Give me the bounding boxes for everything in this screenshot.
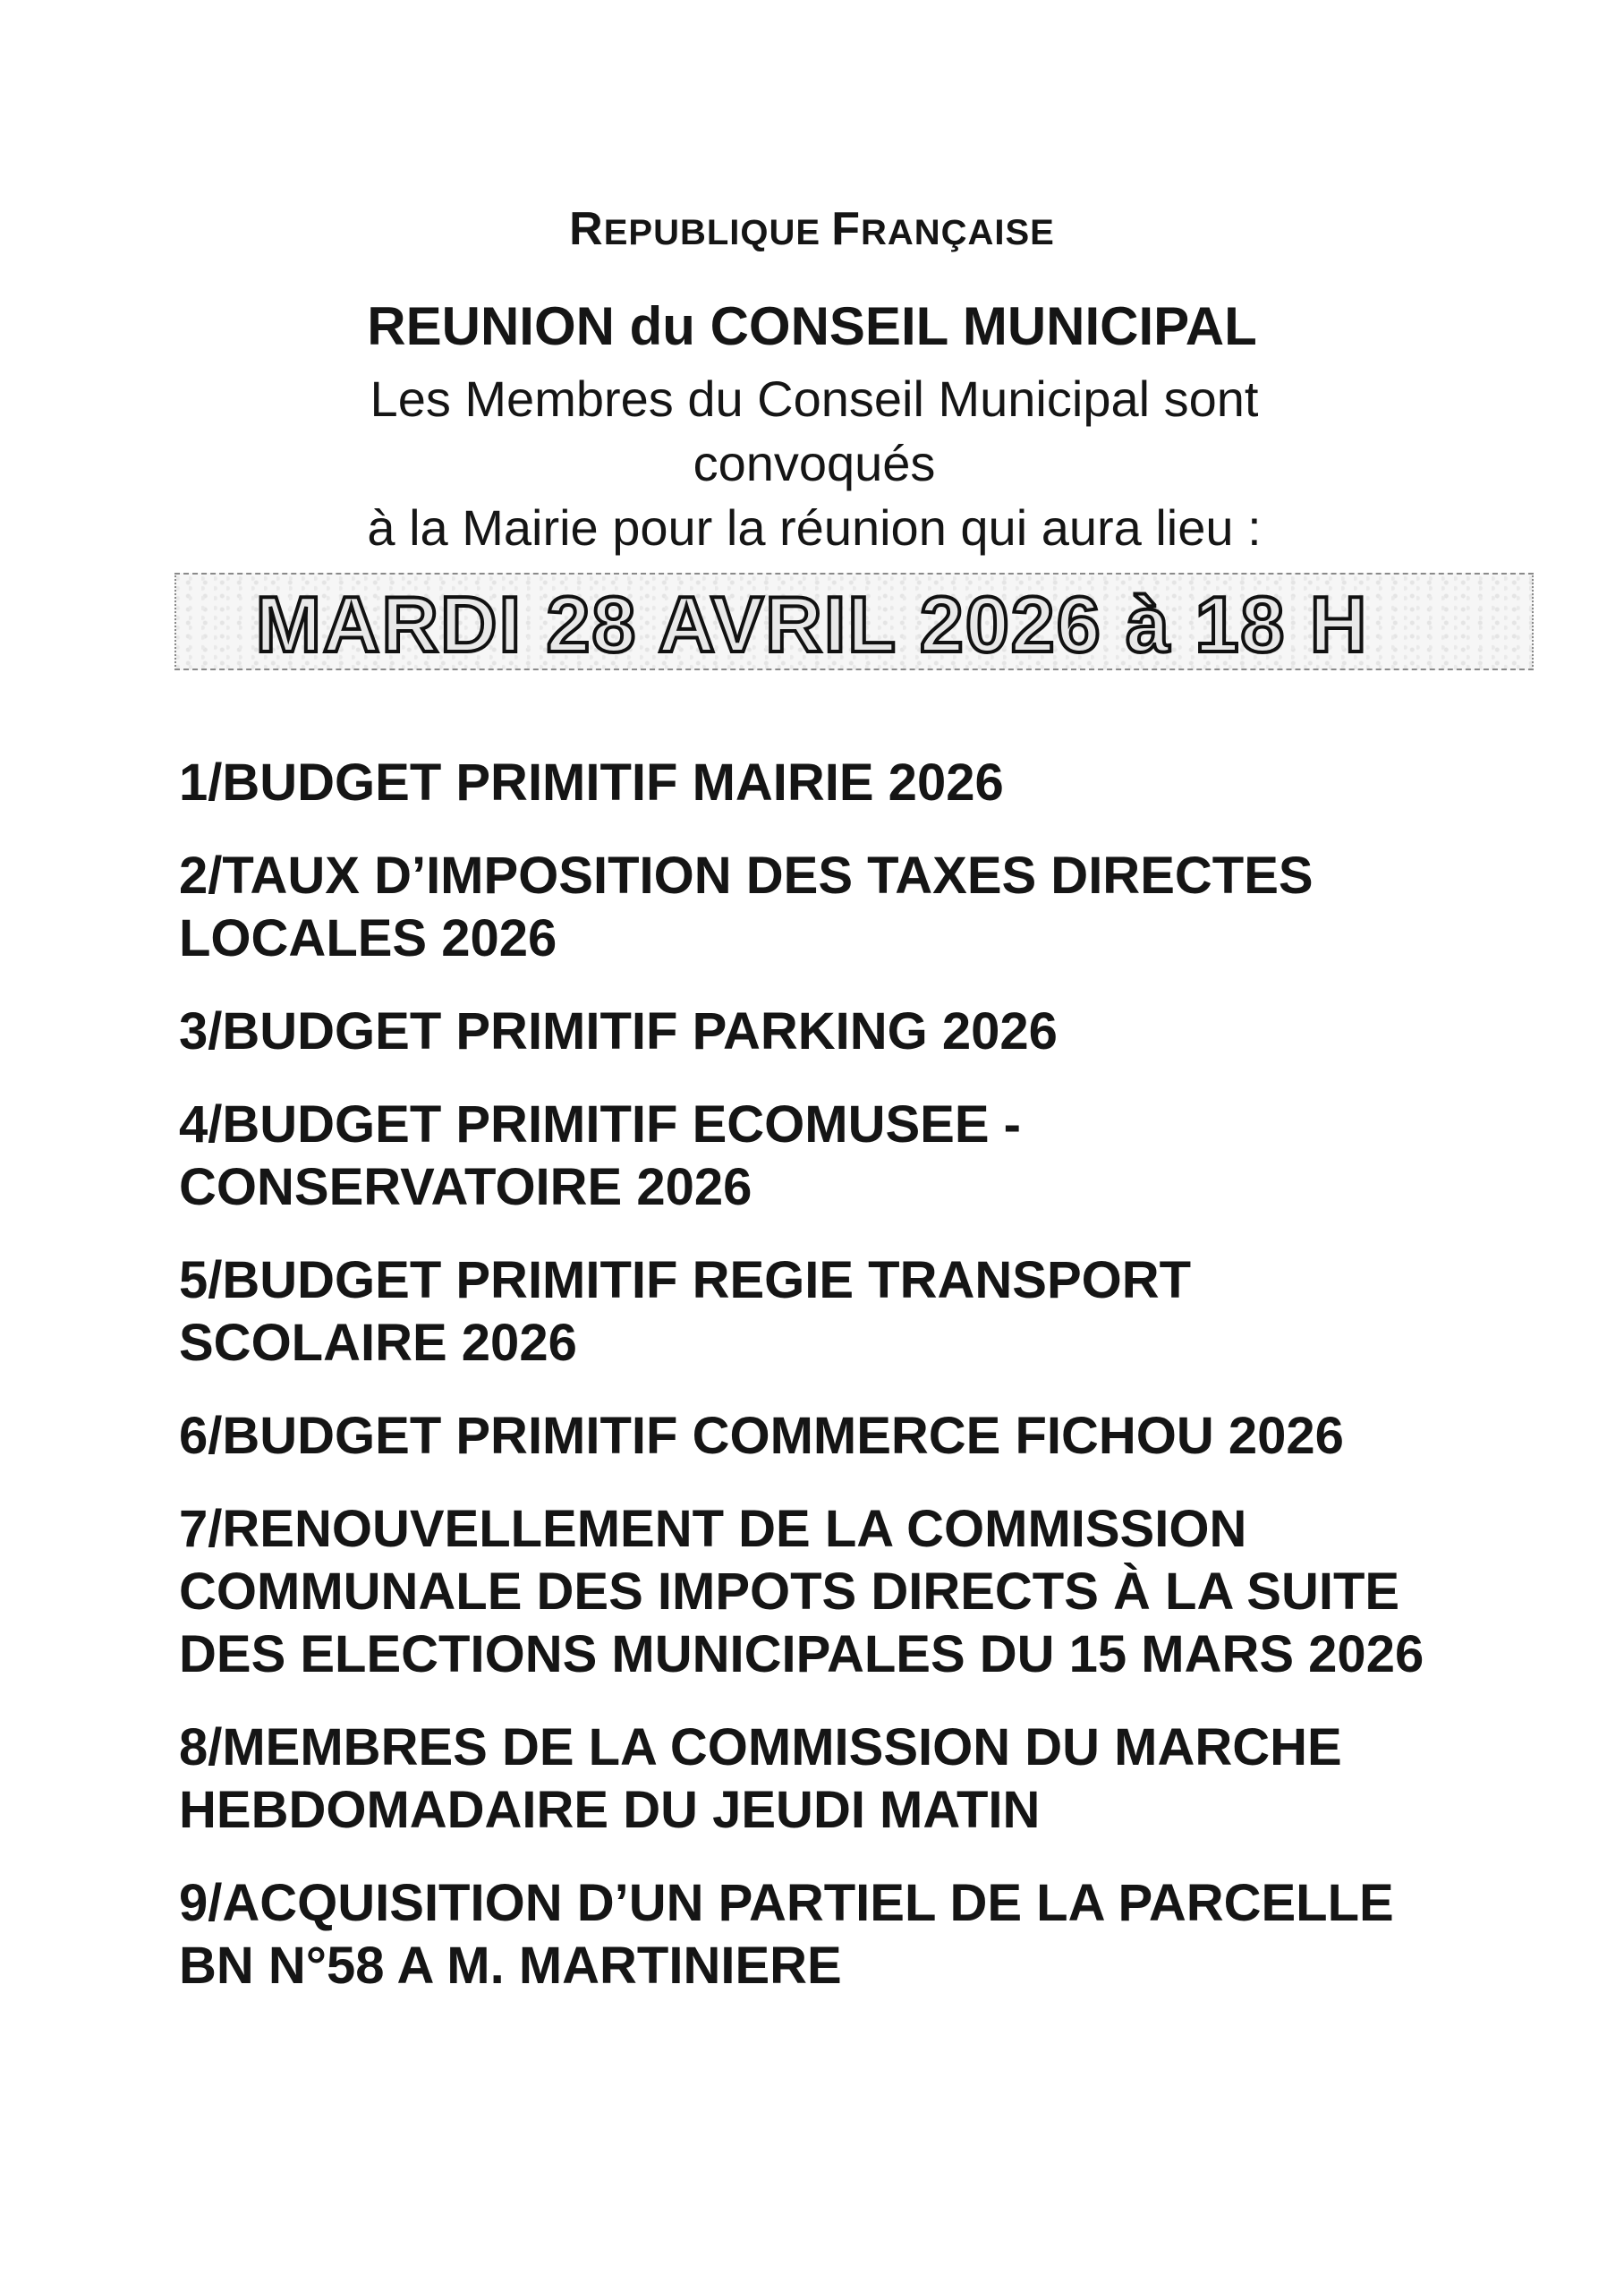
country-word-1-rest: EPUBLIQUE <box>603 213 821 252</box>
meeting-title: REUNION du CONSEIL MUNICIPAL <box>367 296 1257 356</box>
agenda-item: 8/MEMBRES DE LA COMMISSION DU MARCHE HEBDOMADAIRE DU JEUDI MATIN <box>179 1718 1342 1839</box>
country-word-2-rest: RANÇAISE <box>860 213 1055 252</box>
intro-line-3: à la Mairie pour la réunion qui aura lieu : <box>367 499 1262 556</box>
agenda-item: 6/BUDGET PRIMITIF COMMERCE FICHOU 2026 <box>179 1407 1344 1465</box>
intro-line-2: convoqués <box>693 435 936 491</box>
agenda-item: 1/BUDGET PRIMITIF MAIRIE 2026 <box>179 754 1004 812</box>
country-initial-2: F <box>831 203 861 255</box>
meeting-date: MARDI 28 AVRIL 2026 à 18 H <box>255 580 1369 669</box>
agenda-item: 9/ACQUISITION D’UN PARTIEL DE LA PARCELLE BN N°58 A M. MARTINIERE <box>179 1874 1394 1995</box>
country-initial-1: R <box>569 203 604 255</box>
agenda-item: 3/BUDGET PRIMITIF PARKING 2026 <box>179 1002 1058 1060</box>
agenda-item: 2/TAUX D’IMPOSITION DES TAXES DIRECTES LOCALES 2026 <box>179 847 1314 967</box>
agenda-item: 4/BUDGET PRIMITIF ECOMUSEE - CONSERVATOIRE 2026 <box>179 1095 1021 1216</box>
agenda-item: 7/RENOUVELLEMENT DE LA COMMISSION COMMUNALE DES IMPOTS DIRECTS À LA SUITE DES ELECTIONS MUNICIPALES DU 15 MARS 2026 <box>179 1500 1424 1683</box>
agenda-item: 5/BUDGET PRIMITIF REGIE TRANSPORT SCOLAIRE 2026 <box>179 1251 1192 1372</box>
country-heading <box>0 202 1624 256</box>
intro-text <box>197 367 1432 560</box>
agenda-list <box>179 752 1450 2028</box>
intro-line-1: Les Membres du Conseil Municipal sont <box>370 370 1259 427</box>
